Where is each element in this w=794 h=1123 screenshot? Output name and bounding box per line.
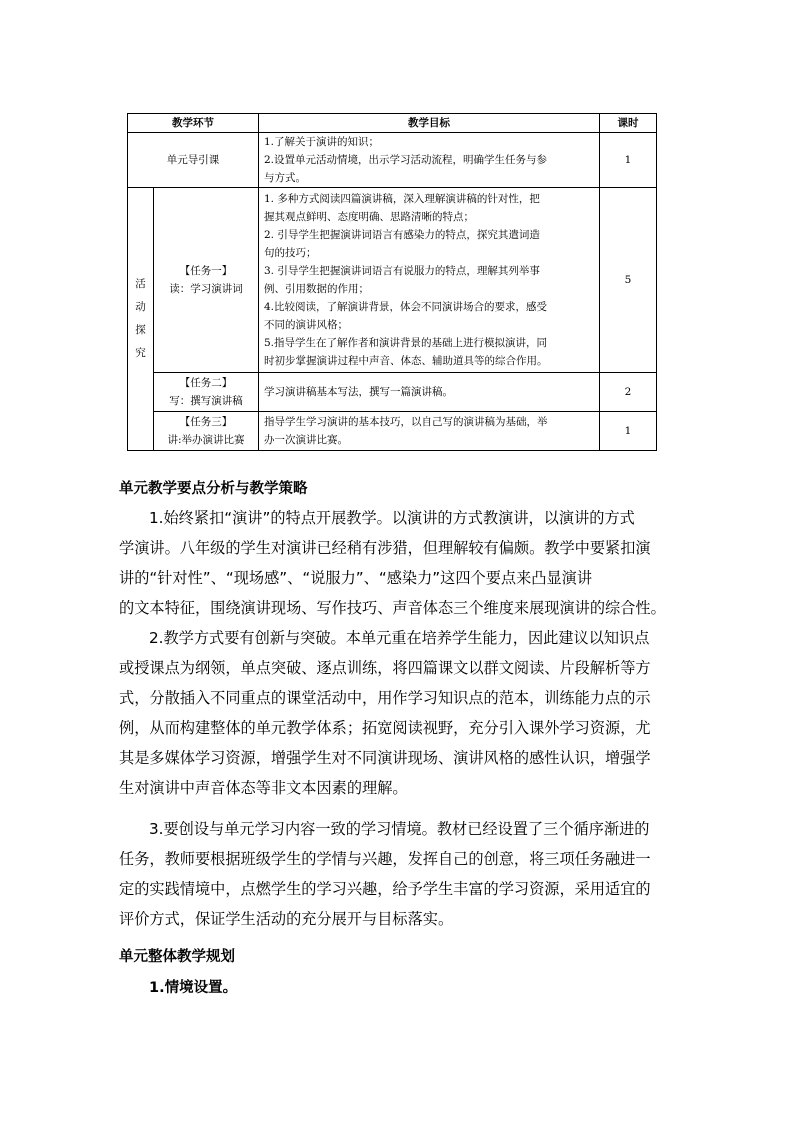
task1-hours: 5 bbox=[600, 188, 657, 373]
goal-line: 3. 引导学生把握演讲词语言有说服力的特点，理解其列举事 bbox=[264, 265, 540, 277]
text-line: 1.始终紧扣“演讲”的特点开展教学。以演讲的方式教演讲，以演讲的方式 bbox=[149, 509, 635, 527]
text-line: 的文本特征，围绕演讲现场、写作技巧、声音体态三个维度来展现演讲的综合性。 bbox=[119, 599, 666, 617]
activity-char: 探 bbox=[135, 324, 146, 336]
task3-stage bbox=[154, 412, 259, 451]
text-line: 评价方式，保证学生活动的充分展开与目标落实。 bbox=[119, 910, 454, 928]
section-heading-plan: 单元整体教学规划 bbox=[119, 949, 235, 965]
header-hours: 课时 bbox=[600, 114, 657, 133]
task1-goals bbox=[259, 188, 600, 373]
text-line: 生对演讲中声音体态等非文本因素的理解。 bbox=[119, 779, 408, 797]
text-line: 或授课点为纲领，单点突破、逐点训练，将四篇课文以群文阅读、片段解析等方 bbox=[119, 659, 651, 677]
goal-line: 办一次演讲比赛。 bbox=[264, 434, 348, 446]
activity-char: 活 bbox=[135, 278, 146, 290]
teaching-plan-table bbox=[127, 113, 657, 451]
goal-line: 4.比较阅读，了解演讲背景，体会不同演讲场合的要求，感受 bbox=[264, 301, 548, 313]
task3-title: 【任务三】 bbox=[179, 416, 233, 428]
goal-line: 与方式。 bbox=[264, 172, 306, 184]
goal-line: 学习演讲稿基本写法，撰写一篇演讲稿。 bbox=[264, 386, 453, 398]
text-line: 讲的“针对性”、“现场感”、“说服力”、“感染力”这四个要点来凸显演讲 bbox=[119, 569, 593, 587]
subheading-scenario: 1.情境设置。 bbox=[149, 980, 238, 996]
header-stage: 教学环节 bbox=[128, 114, 259, 133]
table-row-task2 bbox=[128, 373, 657, 412]
text-line: 任务，教师要根据班级学生的学情与兴趣，发挥自己的创意，将三项任务融进一 bbox=[119, 850, 651, 868]
goal-line: 握其观点鲜明、态度明确、思路清晰的特点； bbox=[264, 211, 474, 223]
goal-line: 5.指导学生在了解作者和演讲背景的基础上进行模拟演讲，同 bbox=[264, 337, 548, 349]
goal-line: 句的技巧； bbox=[264, 247, 317, 259]
paragraph-3 bbox=[119, 814, 675, 934]
text-line: 3.要创设与单元学习内容一致的学习情境。教材已经设置了三个循序渐进的 bbox=[149, 820, 650, 838]
text-line: 定的实践情境中，点燃学生的学习兴趣，给予学生丰富的学习资源，采用适宜的 bbox=[119, 880, 651, 898]
goal-line: 指导学生学习演讲的基本技巧，以自己写的演讲稿为基础，举 bbox=[264, 416, 548, 428]
header-goals: 教学目标 bbox=[259, 114, 600, 133]
goal-line: 1.了解关于演讲的知识； bbox=[264, 136, 380, 148]
table-row-intro bbox=[128, 133, 657, 188]
section-heading-strategy: 单元教学要点分析与教学策略 bbox=[119, 481, 308, 497]
task1-subtitle: 读：学习演讲词 bbox=[169, 283, 243, 295]
task2-subtitle: 写：撰写演讲稿 bbox=[169, 395, 243, 407]
table-row-task1 bbox=[128, 188, 657, 373]
task3-goals bbox=[259, 412, 600, 451]
task2-stage bbox=[154, 373, 259, 412]
task2-goals bbox=[259, 373, 600, 412]
intro-hours: 1 bbox=[600, 133, 657, 188]
task2-hours: 2 bbox=[600, 373, 657, 412]
task1-title: 【任务一】 bbox=[179, 265, 233, 277]
intro-stage: 单元导引课 bbox=[128, 133, 259, 188]
activity-char: 究 bbox=[135, 347, 146, 359]
task3-hours: 1 bbox=[600, 412, 657, 451]
text-line: 学演讲。八年级的学生对演讲已经稍有涉猎，但理解较有偏颇。教学中要紧扣演 bbox=[119, 539, 651, 557]
goal-line: 例、引用数据的作用； bbox=[264, 283, 369, 295]
intro-goals bbox=[259, 133, 600, 188]
goal-line: 不同的演讲风格； bbox=[264, 319, 348, 331]
task2-title: 【任务二】 bbox=[179, 377, 233, 389]
text-line: 例，从而构建整体的单元教学体系；拓宽阅读视野，充分引入课外学习资源，尤 bbox=[119, 719, 651, 737]
goal-line: 2.设置单元活动情境，出示学习活动流程，明确学生任务与参 bbox=[264, 154, 548, 166]
task1-stage bbox=[154, 188, 259, 373]
table-header-row bbox=[128, 114, 657, 133]
activity-explore-label bbox=[128, 188, 154, 451]
text-line: 2.教学方式要有创新与突破。本单元重在培养学生能力，因此建议以知识点 bbox=[149, 629, 650, 647]
text-line: 其是多媒体学习资源，增强学生对不同演讲现场、演讲风格的感性认识，增强学 bbox=[119, 749, 651, 767]
goal-line: 2. 引导学生把握演讲词语言有感染力的特点，探究其遣词造 bbox=[264, 229, 540, 241]
task3-subtitle: 讲:举办演讲比赛 bbox=[167, 434, 245, 446]
table-row-task3 bbox=[128, 412, 657, 451]
activity-char: 动 bbox=[135, 301, 146, 313]
text-line: 式，分散插入不同重点的课堂活动中，用作学习知识点的范本，训练能力点的示 bbox=[119, 689, 651, 707]
paragraph-1 bbox=[119, 503, 675, 623]
paragraph-2 bbox=[119, 623, 675, 803]
goal-line: 1. 多种方式阅读四篇演讲稿，深入理解演讲稿的针对性，把 bbox=[264, 193, 540, 205]
goal-line: 时初步掌握演讲过程中声音、体态、辅助道具等的综合作用。 bbox=[264, 355, 548, 367]
